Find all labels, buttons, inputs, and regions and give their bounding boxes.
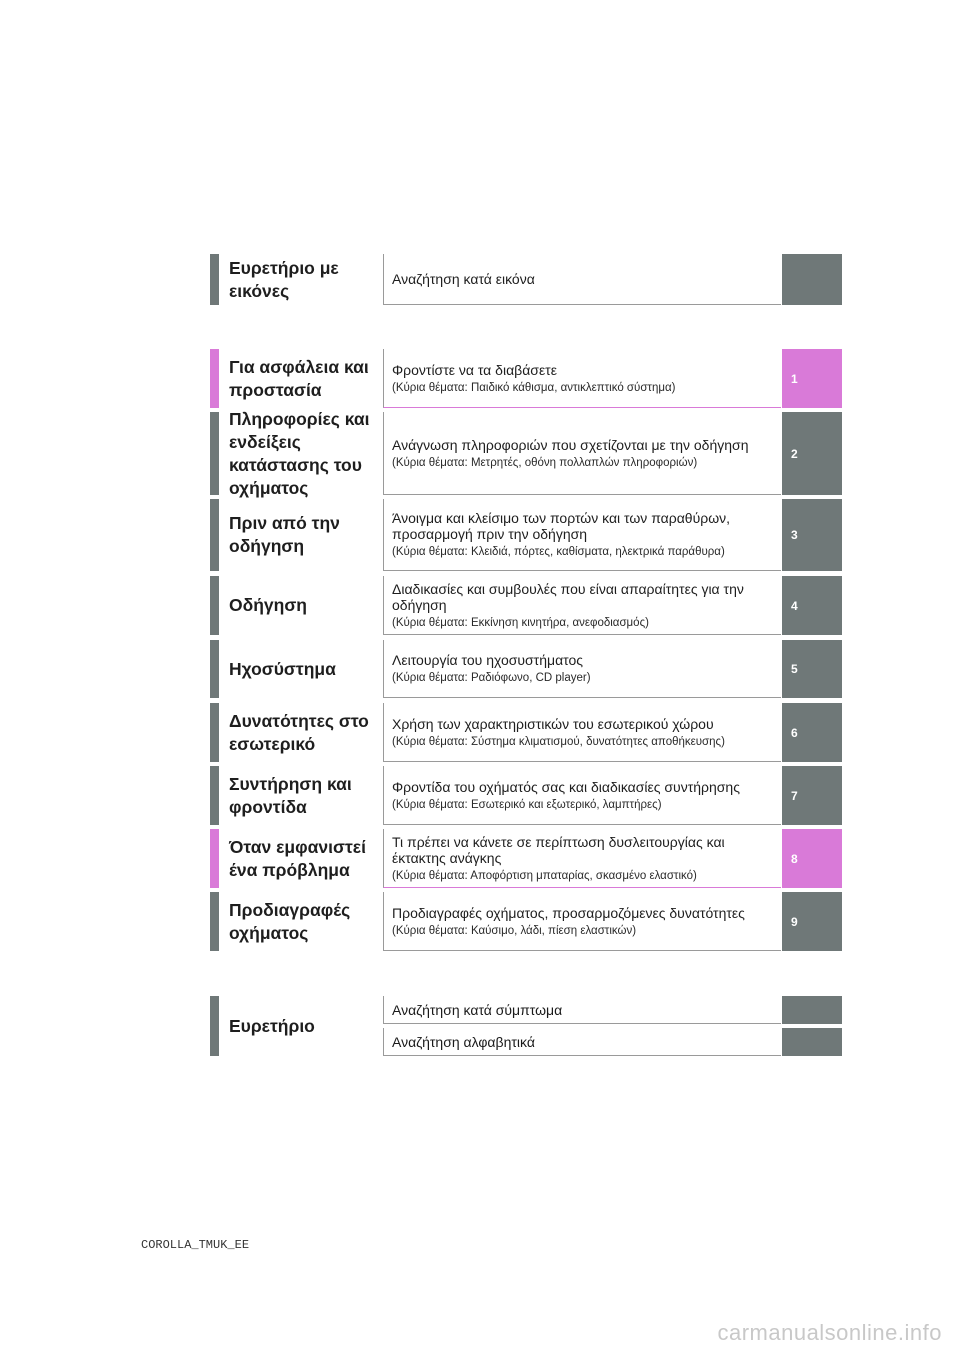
chapter-7-bar <box>210 766 219 825</box>
chapter-2-bar <box>210 412 219 495</box>
chapter-8-desc <box>383 829 781 888</box>
chapter-6-title: Δυνατότητες στο εσωτερικό <box>229 710 369 754</box>
chapter-9-title: Προδιαγραφές οχήματος <box>229 899 351 943</box>
chapter-6-desc <box>383 703 781 762</box>
chapter-1-tab[interactable]: 1 <box>782 349 842 408</box>
chapter-5-desc <box>383 640 781 698</box>
index-alphabetical-link[interactable]: Αναζήτηση αλφαβητικά <box>383 1028 781 1056</box>
chapter-8-row[interactable] <box>210 829 842 888</box>
chapter-3-tab[interactable]: 3 <box>782 499 842 571</box>
chapter-4-row[interactable] <box>210 576 842 635</box>
index-alphabetical-tab[interactable] <box>782 1028 842 1056</box>
watermark: carmanualsonline.info <box>717 1320 942 1345</box>
chapter-5-title: Ηχοσύστημα <box>229 658 336 679</box>
chapter-7-desc <box>383 766 781 825</box>
chapter-7-sub: (Κύρια θέματα: Εσωτερικό και εξωτερικό, λαμπτήρες) <box>392 798 662 811</box>
chapter-6-main: Χρήση των χαρακτηριστικών του εσωτερικού χώρου <box>392 715 714 732</box>
chapter-5-sub: (Κύρια θέματα: Ραδιόφωνο, CD player) <box>392 672 591 684</box>
chapter-2-main: Ανάγνωση πληροφοριών που σχετίζονται με την οδήγηση <box>392 436 749 453</box>
picture-index-desc-text: Αναζήτηση κατά εικόνα <box>392 271 535 287</box>
chapter-9-main: Προδιαγραφές οχήματος, προσαρμοζόμενες δυνατότητες <box>392 904 745 921</box>
chapter-8-main: Τι πρέπει να κάνετε σε περίπτωση δυσλειτουργίας και έκτακτης ανάγκης <box>392 833 725 866</box>
chapter-6-sub: (Κύρια θέματα: Σύστημα κλιματισμού, δυνατότητες αποθήκευσης) <box>392 735 725 748</box>
chapter-4-desc <box>383 576 781 635</box>
chapter-6-tab[interactable]: 6 <box>782 703 842 762</box>
chapter-8-tab[interactable]: 8 <box>782 829 842 888</box>
picture-index-desc <box>383 254 781 305</box>
chapter-2-title: Πληροφορίες και ενδείξεις κατάστασης του οχήματος <box>229 408 370 498</box>
picture-index-bar <box>210 254 219 305</box>
picture-index-row[interactable] <box>210 254 842 305</box>
chapter-8-bar <box>210 829 219 888</box>
chapter-3-desc <box>383 499 781 571</box>
chapter-5-bar <box>210 640 219 698</box>
chapter-2-desc <box>383 412 781 495</box>
chapter-6-row[interactable] <box>210 703 842 762</box>
chapter-4-main: Διαδικασίες και συμβουλές που είναι απαραίτητες για την οδήγηση <box>392 580 744 613</box>
chapter-5-main: Λειτουργία του ηχοσυστήματος <box>392 652 584 668</box>
chapter-7-tab[interactable]: 7 <box>782 766 842 825</box>
chapter-1-sub: (Κύρια θέματα: Παιδικό κάθισμα, αντικλεπτικό σύστημα) <box>392 381 676 394</box>
chapter-5-tab[interactable]: 5 <box>782 640 842 698</box>
chapter-4-sub: (Κύρια θέματα: Εκκίνηση κινητήρα, ανεφοδιασμός) <box>392 616 649 629</box>
index-symptom-link[interactable]: Αναζήτηση κατά σύμπτωμα <box>383 996 781 1024</box>
chapter-1-desc <box>383 349 781 408</box>
chapter-8-sub: (Κύρια θέματα: Αποφόρτιση μπαταρίας, σκασμένο ελαστικό) <box>392 869 697 882</box>
chapter-2-sub: (Κύρια θέματα: Μετρητές, οθόνη πολλαπλών πληροφοριών) <box>392 456 698 469</box>
chapter-7-row[interactable] <box>210 766 842 825</box>
chapter-8-title: Όταν εμφανιστεί ένα πρόβλημα <box>229 836 366 880</box>
chapter-2-tab[interactable]: 2 <box>782 412 842 495</box>
chapter-9-bar <box>210 892 219 951</box>
chapter-1-title: Για ασφάλεια και προστασία <box>229 356 369 400</box>
picture-index-title: Ευρετήριο με εικόνες <box>229 257 339 301</box>
chapter-2-row[interactable] <box>210 408 842 498</box>
chapter-6-bar <box>210 703 219 762</box>
picture-index-tab[interactable] <box>782 254 842 305</box>
chapter-1-main: Φροντίστε να τα διαβάσετε <box>392 361 557 378</box>
chapter-1-row[interactable] <box>210 349 842 408</box>
chapter-3-title: Πριν από την οδήγηση <box>229 513 340 556</box>
index-symptom-tab[interactable] <box>782 996 842 1024</box>
chapter-5-row[interactable] <box>210 640 842 698</box>
chapter-4-tab[interactable]: 4 <box>782 576 842 635</box>
chapter-4-bar <box>210 576 219 635</box>
index-title: Ευρετήριο <box>229 1015 315 1036</box>
chapter-3-main: Άνοιγμα και κλείσιμο των πορτών και των παραθύρων, προσαρμογή πριν την οδήγηση <box>392 510 731 542</box>
chapter-7-main: Φροντίδα του οχήματός σας και διαδικασίες συντήρησης <box>392 778 740 795</box>
document-footer-code: COROLLA_TMUK_EE <box>141 1238 250 1252</box>
chapter-9-desc <box>383 892 781 951</box>
chapter-7-title: Συντήρηση και φροντίδα <box>229 773 352 817</box>
index-row <box>210 996 842 1056</box>
chapter-3-bar <box>210 499 219 571</box>
chapter-3-sub: (Κύρια θέματα: Κλειδιά, πόρτες, καθίσματα, ηλεκτρικά παράθυρα) <box>392 546 725 558</box>
chapter-1-bar <box>210 349 219 408</box>
index-bar <box>210 996 219 1056</box>
chapter-9-row[interactable] <box>210 892 842 951</box>
chapter-9-tab[interactable]: 9 <box>782 892 842 951</box>
chapter-4-title: Οδήγηση <box>229 595 307 615</box>
chapter-9-sub: (Κύρια θέματα: Καύσιμο, λάδι, πίεση ελαστικών) <box>392 924 637 937</box>
chapter-3-row[interactable] <box>210 499 842 571</box>
